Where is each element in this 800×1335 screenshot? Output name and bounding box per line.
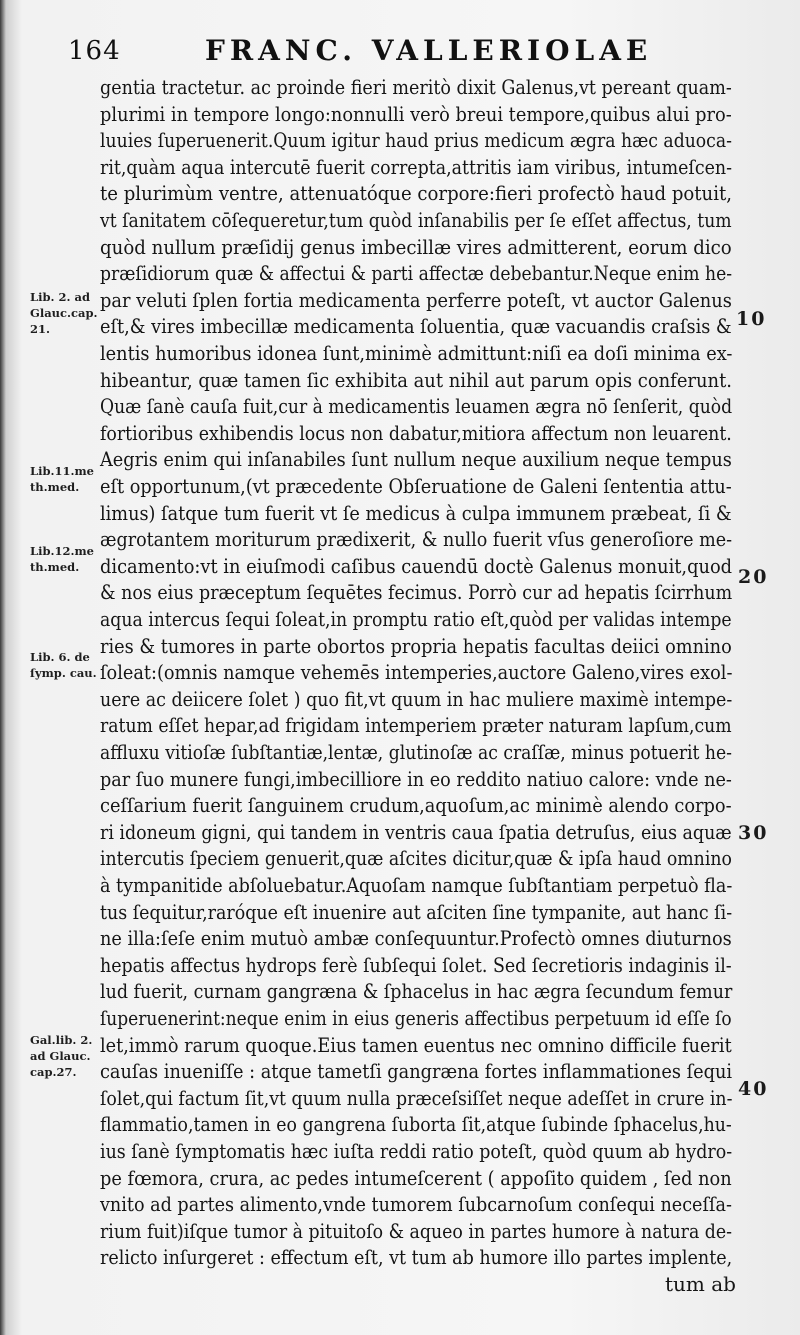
text-line: hepatis affectus hydrops ferè ſubſequi ſolet. Sed ſecretioris indaginis il- (100, 952, 732, 977)
margin-note: Lib. 2. ad Glauc.cap. 21. (30, 290, 98, 336)
text-line: dicamento:vt in eiuſmodi caſibus cauendū doctè Galenus monuit,quod (100, 553, 733, 578)
text-line: eſt,& vires imbecillæ medicamenta ſoluentia, quæ vacuandis craſsis & (100, 314, 732, 339)
text-line: aqua intercus ſequi ſoleat,in promptu ratio eſt,quòd per validas intempe (100, 607, 732, 631)
text-line: relicto inſurgeret : effectum eſt, vt tum ab humore illo partes implente, (100, 1245, 733, 1270)
running-head: FRANC. VALLERIOLAE (205, 34, 653, 67)
text-line: Aegris enim qui inſanabiles ſunt nullum neque auxilium neque tempus (100, 447, 732, 472)
text-line: tus ſequitur,raróque eſt inuenire aut aſciten ſine tympanite, aut hanc ſi- (100, 899, 733, 924)
text-line: ratum eſſet hepar,ad frigidam intemperiem præter naturam lapſum,cum (100, 713, 732, 738)
text-line: pe fœmora, crura, ac pedes intumeſcerent ( appoſito quidem , ſed non (100, 1165, 732, 1190)
margin-note: Lib.12.me th.med. (30, 544, 94, 574)
text-line: præſidiorum quæ & affectui & parti affectæ debebantur.Neque enim he- (100, 261, 733, 286)
text-line: quòd nullum præſidij genus imbecillæ vires admitterent, eorum dico (100, 234, 732, 259)
text-line: ægrotantem moriturum prædixerit, & nullo fuerit vſus generoſiore me- (100, 527, 733, 552)
catchword: tum ab (665, 1272, 736, 1296)
page-number: 164 (68, 36, 121, 66)
margin-note: Lib. 6. de ſymp. cau. (30, 650, 97, 680)
text-line: fortioribus exhibendis locus non dabatur,mitiora affectum non leuarent. (100, 420, 732, 445)
text-line: lud fuerit, curnam gangræna & ſphacelus in hac ægra ſecundum femur (100, 979, 733, 1004)
text-line: hibeantur, quæ tamen ſic exhibita aut nihil aut parum opis conferunt. (100, 367, 733, 392)
text-line: par ſuo munere fungi,imbecilliore in eo reddito natiuo calore: vnde ne- (100, 766, 732, 791)
text-line: let,immò rarum quoque.Eius tamen euentus nec omnino difficile fuerit (100, 1032, 732, 1057)
margin-note: Gal.lib. 2. ad Glauc. cap.27. (30, 1033, 93, 1079)
text-line: vnito ad partes alimento,vnde tumorem ſubcarnoſum conſequi neceſſa- (100, 1192, 732, 1217)
text-line: ries & tumores in parte obortos propria hepatis facultas deiici omnino (100, 633, 732, 658)
text-line: ſolet,qui factum ſit,vt quum nulla præceſsiſſet neque adeſſet in crure in- (100, 1085, 733, 1110)
text-line: affluxu vitioſæ ſubſtantiæ,lentæ, glutinoſæ ac craſſæ, minus potuerit he- (100, 740, 732, 764)
text-line: ne illa:ſeſe enim mutuò ambæ conſequuntur.Profectò omnes diuturnos (100, 926, 732, 951)
text-line: & nos eius præceptum ſequētes fecimus. Porrò cur ad hepatis ſcirrhum (100, 580, 733, 605)
text-line: vt ſanitatem cōſequeretur,tum quòd inſanabilis per ſe eſſet affectus, tum (100, 208, 732, 232)
text-line: lentis humoribus idonea ſunt,minimè admittunt:niſi ea doſi minima ex- (100, 341, 733, 365)
text-line: ſuperuenerint:neque enim in eius generis affectibus perpetuum id eſſe ſo (100, 1006, 732, 1030)
margin-note: Lib.11.me th.med. (30, 464, 94, 494)
text-line: par veluti ſplen fortia medicamenta perferre poteſt, vt auctor Galenus (100, 287, 732, 312)
text-line: ius ſanè ſymptomatis hæc iuſta reddi ratio poteſt, quòd quum ab hydro- (100, 1139, 733, 1163)
text-line: rit,quàm aqua intercutē fuerit correpta,attritis iam viribus, intumeſcen- (100, 154, 733, 179)
text-line: à tympanitide abſoluebatur.Aquoſam namque ſubſtantiam perpetuò fla- (100, 873, 733, 897)
line-number: 30 (738, 822, 769, 844)
text-line: luuies ſuperuenerit.Quum igitur haud prius medicum ægra hæc aduoca- (100, 128, 732, 153)
text-line: Quæ ſanè cauſa fuit,cur à medicamentis leuamen ægra nō ſenſerit, quòd (100, 394, 733, 419)
bleed-through (748, 480, 796, 494)
text-line: te plurimùm ventre, attenuatóque corpore:fieri profectò haud potuit, (100, 181, 732, 206)
text-line: ri idoneum gigni, qui tandem in ventris caua ſpatia detruſus, eius aquæ (100, 819, 732, 844)
text-line: ſoleat:(omnis namque vehemēs intemperies,auctore Galeno,vires exol- (100, 660, 733, 685)
text-line: cauſas inueniſſe : atque tametſi gangræna fortes inflammationes ſequi (100, 1059, 733, 1084)
text-line: flammatio,tamen in eo gangrena ſuborta ſit,atque ſubinde ſphacelus,hu- (100, 1112, 732, 1137)
line-number: 20 (738, 566, 769, 588)
text-line: limus) ſatque tum fuerit vt ſe medicus à culpa immunem præbeat, ſi & (100, 500, 732, 525)
text-line: rium fuit)iſque tumor à pituitoſo & aqueo in partes humore à natura de- (100, 1218, 733, 1243)
text-line: intercutis ſpeciem genuerit,quæ aſcites dicitur,quæ & ipſa haud omnino (100, 846, 732, 871)
text-line: ceſſarium fuerit ſanguinem crudum,aquoſum,ac minimè alendo corpo- (100, 793, 732, 818)
text-line: eſt opportunum,(vt præcedente Obſeruatione de Galeni ſententia attu- (100, 474, 732, 498)
text-line: plurimi in tempore longo:nonnulli verò breui tempore,quibus alui pro- (100, 101, 732, 126)
line-number: 10 (736, 308, 767, 330)
text-line: gentia tractetur. ac proinde fieri meritò dixit Galenus,vt pereant quam- (100, 75, 732, 99)
line-number: 40 (738, 1078, 769, 1100)
text-line: uere ac deiicere ſolet ) quo fit,vt quum in hac muliere maximè intempe- (100, 686, 733, 711)
